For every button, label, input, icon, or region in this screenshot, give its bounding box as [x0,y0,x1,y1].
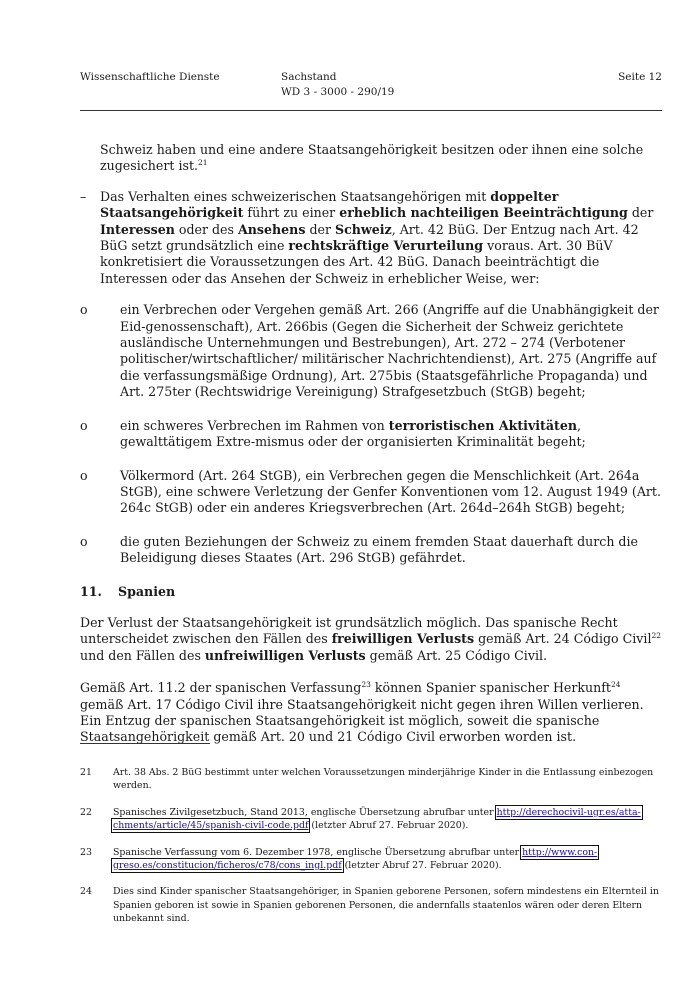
footnote-number: 24 [80,886,92,898]
footnote [80,885,662,925]
circle-bullet: o [80,533,88,549]
continued-paragraph: Schweiz haben und eine andere Staatsangehörigkeit besitzen oder ihnen eine solche zugesichert ist.$^{21}$ [100,142,644,174]
footnote-ref-21[interactable]: 21 [198,158,208,168]
header-doc-info [281,70,394,100]
footnote-number: 21 [80,767,92,778]
paragraph: Gemäß Art. 11.2 der spanischen Verfassung$^{23}$ können Spanier spanischer Herkunft$^{24}$ gemäß Art. 17 Código Civil ihre Staatsangehörigkeit nicht gegen ihren Willen verlieren. Ein Entzug der spanischen Staatsangehörigkeit ist möglich, soweit die spanische Staatsangehörigkeit gemäß Art. 20 und 21 Código Civil erworben worden ist. [80,679,644,745]
footnote-number: 23 [80,846,92,858]
circle-bullet: o [80,302,88,318]
header-org: Wissenschaftliche Dienste [80,71,220,83]
dash-bullet: – [80,188,87,204]
footnote-ref-23[interactable]: 23 [361,679,371,689]
header-page-number: Seite 12 [618,71,662,83]
footnote: 22 Spanisches Zivilgesetzbuch, Stand 2013, englische Übersetzung abrufbar unter http://derechocivil-ugr.es/atta-chments/article/45/spanish-civil-code.pdf (letzter Abruf 27. Februar 2020). [80,806,641,832]
footnote: 23 Spanische Verfassung vom 6. Dezember 1978, englische Übersetzung abrufbar unter http://www.con-greso.es/constitucion/ficheros/c78/cons_ingl.pdf (letzter Abruf 27. Februar 2020). [80,846,598,872]
section-title: Spanien [118,583,176,599]
section-number: 11. [80,583,102,599]
paragraph: Der Verlust der Staatsangehörigkeit ist grundsätzlich möglich. Das spanische Recht unterscheidet zwischen den Fällen des freiwilligen Verlusts gemäß Art. 24 Código Civil$^{22}$ und den Fällen des unfreiwilligen Verlusts gemäß Art. 25 Código Civil. [80,614,662,663]
circle-bullet: o [80,467,88,483]
sub-list-item: o die guten Beziehungen der Schweiz zu einem fremden Staat dauerhaft durch die Beleidigung dieses Staates (Art. 296 StGB) gefährdet. [80,533,638,566]
circle-bullet: o [80,417,88,433]
footnote-ref-24[interactable]: 24 [610,679,621,689]
footnote-divider [80,743,210,744]
sub-list-item: o ein schweres Verbrechen im Rahmen von terroristischen Aktivitäten, gewalttätigem Extre-mismus oder der organisierten Kriminalität begeht; [80,417,586,450]
footnote-ref-22[interactable]: 22 [651,631,662,641]
page-header [80,70,662,112]
footnote-link[interactable]: http://www.con-greso.es/constitucion/ficheros/c78/cons_ingl.pdf [113,846,598,872]
footnote [80,766,662,793]
section-heading [80,584,662,600]
footnote-text: Dies sind Kinder spanischer Staatsangehöriger, in Spanien geborene Personen, sofern mindestens ein Elternteil in Spanien geboren ist sowie in Spanien geborenen Personen, die andernfalls staatenlos wären oder deren Eltern unbekannt sind. [113,886,659,925]
footnotes [80,766,662,939]
footnote-number: 22 [80,806,92,818]
sub-list-item: o ein Verbrechen oder Vergehen gemäß Art. 266 (Angriffe auf die Unabhängigkeit der Eid-genossenschaft), Art. 266bis (Gegen die Sicherheit der Schweiz gerichtete ausländische Unternehmungen und Bestrebungen), Art. 272 – 274 (Verbotener politischer/wirtschaftlicher/ militärischer Nachrichtendienst), Art. 275 (Angriffe auf die verfassungsmäßige Ordnung), Art. 275bis (Staatsgefährliche Propaganda) und Art. 275ter (Rechtswidrige Vereinigung) Strafgesetzbuch (StGB) begeht; [80,302,659,400]
header-doc-ref: WD 3 - 3000 - 290/19 [281,86,395,98]
main-text [80,142,662,762]
header-doc-type: Sachstand [281,71,337,83]
footnote-link[interactable]: http://derechocivil-ugr.es/atta-chments/article/45/spanish-civil-code.pdf [113,806,641,832]
dash-list-item: – Das Verhalten eines schweizerischen Staatsangehörigen mit doppelter Staatsangehörigkeit führt zu einer erheblich nachteiligen Beeinträchtigung der Interessen oder des Ansehens der Schweiz, Art. 42 BüG. Der Entzug nach Art. 42 BüG setzt grundsätzlich eine rechtskräftige Verurteilung voraus. Art. 30 BüV konkretisiert die Voraussetzungen des Art. 42 BüG. Danach beeinträchtigt die Interessen oder das Ansehen der Schweiz in erheblicher Weise, wer: [80,188,654,286]
header-divider [80,110,662,111]
footnote-text: Art. 38 Abs. 2 BüG bestimmt unter welchen Voraussetzungen minderjährige Kinder in die Entlassung einbezogen werden. [113,767,654,792]
sub-list-item: o Völkermord (Art. 264 StGB), ein Verbrechen gegen die Menschlichkeit (Art. 264a StGB), eine schwere Verletzung der Genfer Konventionen vom 12. August 1949 (Art. 264c StGB) oder ein anderes Kriegsverbrechen (Art. 264d–264h StGB) begeht; [80,467,661,516]
